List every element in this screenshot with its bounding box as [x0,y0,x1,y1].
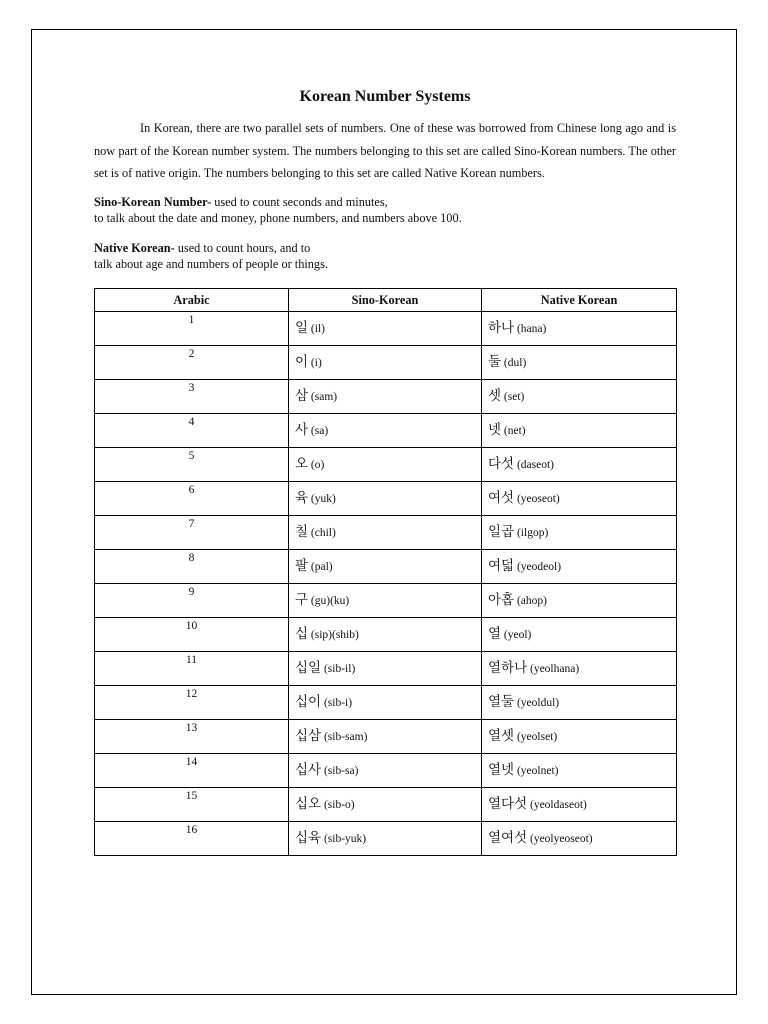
table-row [95,516,677,550]
header-arabic: Arabic [95,289,289,312]
native-korean-romanization: (daseot) [514,459,555,472]
table-row [95,788,677,822]
sino-korean-romanization: (sa) [308,425,329,438]
native-korean-hangul: 열둘 [488,694,515,711]
sino-korean-hangul: 사 [295,422,309,439]
native-korean-romanization: (yeoldaseot) [527,799,587,812]
arabic-cell: 3 [95,380,289,414]
native-korean-line1: used to count hours, and to [174,241,311,256]
table-row [95,754,677,788]
native-korean-line2: talk about age and numbers of people or things. [94,256,328,271]
number-table [94,288,677,856]
table-row [95,346,677,380]
arabic-cell: 13 [95,720,289,754]
native-korean-cell [482,822,677,856]
native-korean-cell [482,448,677,482]
native-korean-hangul: 열여섯 [488,830,528,847]
sino-korean-hangul: 십육 [295,830,322,847]
sino-korean-cell [289,584,482,618]
sino-korean-romanization: (o) [308,459,325,472]
native-korean-cell [482,754,677,788]
sino-korean-hangul: 팔 [295,558,309,575]
native-korean-romanization: (dul) [501,357,527,370]
sino-korean-cell [289,618,482,652]
native-korean-hangul: 여덟 [488,558,515,575]
arabic-cell: 4 [95,414,289,448]
native-korean-hangul: 하나 [488,320,515,337]
native-korean-hangul: 둘 [488,354,502,371]
table-row [95,686,677,720]
native-korean-hangul: 아홉 [488,592,515,609]
sino-korean-cell [289,448,482,482]
table-row [95,414,677,448]
sino-korean-cell [289,516,482,550]
sino-korean-romanization: (i) [308,357,322,370]
header-native-korean: Native Korean [482,289,677,312]
native-korean-cell [482,686,677,720]
sino-korean-romanization: (sib-yuk) [321,833,367,846]
arabic-cell: 6 [95,482,289,516]
native-korean-hangul: 열넷 [488,762,515,779]
sino-korean-romanization: (gu)(ku) [308,595,350,608]
sino-korean-hangul: 오 [295,456,309,473]
sino-korean-hangul: 구 [295,592,309,609]
native-korean-romanization: (yeolyeoseot) [527,833,593,846]
table-row [95,822,677,856]
sino-korean-cell [289,550,482,584]
sino-korean-hangul: 일 [295,320,309,337]
sino-korean-cell [289,788,482,822]
native-korean-romanization: (yeolnet) [514,765,559,778]
sino-korean-hangul: 십사 [295,762,322,779]
sino-korean-romanization: (sip)(shib) [308,629,359,642]
sino-korean-cell [289,312,482,346]
native-korean-romanization: (yeoldul) [514,697,560,710]
arabic-cell: 10 [95,618,289,652]
arabic-cell: 11 [95,652,289,686]
sino-korean-cell [289,686,482,720]
sino-korean-cell [289,482,482,516]
native-korean-term: Native Korean- [94,241,175,256]
sino-korean-term: Sino-Korean Number- [94,195,212,210]
page-title: Korean Number Systems [299,88,471,105]
sino-korean-romanization: (sib-o) [321,799,355,812]
table-row [95,312,677,346]
native-korean-cell [482,346,677,380]
arabic-cell: 7 [95,516,289,550]
sino-korean-hangul: 칠 [295,524,309,541]
sino-korean-romanization: (yuk) [308,493,336,506]
table-row [95,482,677,516]
sino-korean-hangul: 삼 [295,388,309,405]
native-korean-cell [482,482,677,516]
table-row [95,618,677,652]
sino-korean-cell [289,380,482,414]
native-korean-cell [482,652,677,686]
table-body [95,312,677,856]
native-korean-definition [94,241,676,272]
arabic-cell: 12 [95,686,289,720]
sino-korean-cell [289,414,482,448]
sino-korean-line1: used to count seconds and minutes, [211,195,388,210]
arabic-cell: 9 [95,584,289,618]
native-korean-cell [482,618,677,652]
native-korean-cell [482,380,677,414]
intro-paragraph: In Korean, there are two parallel sets of numbers. One of these was borrowed from Chinese long ago and is now part of the Korean number system. The numbers belonging to this set are called Sino-Korean numbers. The other set is of native origin. The numbers belonging to this set are called Native Korean numbers. [94,121,676,181]
table-row [95,584,677,618]
native-korean-hangul: 넷 [488,422,502,439]
native-korean-cell [482,788,677,822]
sino-korean-romanization: (chil) [308,527,336,540]
native-korean-romanization: (yeodeol) [514,561,562,574]
native-korean-romanization: (yeolset) [514,731,558,744]
native-korean-hangul: 열하나 [488,660,528,677]
native-korean-hangul: 열 [488,626,502,643]
sino-korean-romanization: (sib-sam) [321,731,368,744]
table-row [95,380,677,414]
sino-korean-hangul: 십오 [295,796,322,813]
document-content [94,86,676,856]
native-korean-hangul: 일곱 [488,524,515,541]
arabic-cell: 16 [95,822,289,856]
native-korean-cell [482,516,677,550]
sino-korean-line2: to talk about the date and money, phone numbers, and numbers above 100. [94,210,462,225]
sino-korean-cell [289,346,482,380]
native-korean-romanization: (yeolhana) [527,663,580,676]
table-header-row [95,289,677,312]
native-korean-romanization: (net) [501,425,526,438]
native-korean-hangul: 셋 [488,388,502,405]
native-korean-cell [482,414,677,448]
native-korean-cell [482,720,677,754]
native-korean-hangul: 열다섯 [488,796,528,813]
sino-korean-hangul: 십 [295,626,309,643]
sino-korean-hangul: 이 [295,354,309,371]
sino-korean-romanization: (sib-i) [321,697,353,710]
table-row [95,652,677,686]
table-row [95,550,677,584]
native-korean-cell [482,312,677,346]
sino-korean-romanization: (il) [308,323,325,336]
sino-korean-romanization: (pal) [308,561,333,574]
sino-korean-romanization: (sib-sa) [321,765,359,778]
arabic-cell: 5 [95,448,289,482]
sino-korean-hangul: 육 [295,490,309,507]
native-korean-romanization: (ahop) [514,595,547,608]
table-row [95,448,677,482]
sino-korean-cell [289,652,482,686]
native-korean-romanization: (set) [501,391,525,404]
native-korean-cell [482,584,677,618]
native-korean-romanization: (yeol) [501,629,532,642]
header-sino-korean: Sino-Korean [289,289,482,312]
arabic-cell: 1 [95,312,289,346]
sino-korean-romanization: (sib-il) [321,663,356,676]
arabic-cell: 15 [95,788,289,822]
native-korean-romanization: (hana) [514,323,547,336]
sino-korean-hangul: 십이 [295,694,322,711]
sino-korean-cell [289,822,482,856]
sino-korean-cell [289,720,482,754]
native-korean-hangul: 다섯 [488,456,515,473]
sino-korean-hangul: 십삼 [295,728,322,745]
sino-korean-cell [289,754,482,788]
native-korean-romanization: (yeoseot) [514,493,560,506]
arabic-cell: 8 [95,550,289,584]
sino-korean-hangul: 십일 [295,660,322,677]
sino-korean-romanization: (sam) [308,391,338,404]
native-korean-cell [482,550,677,584]
native-korean-hangul: 여섯 [488,490,515,507]
arabic-cell: 14 [95,754,289,788]
arabic-cell: 2 [95,346,289,380]
native-korean-hangul: 열셋 [488,728,515,745]
table-row [95,720,677,754]
native-korean-romanization: (ilgop) [514,527,549,540]
sino-korean-definition [94,195,676,226]
document-page [31,29,737,995]
